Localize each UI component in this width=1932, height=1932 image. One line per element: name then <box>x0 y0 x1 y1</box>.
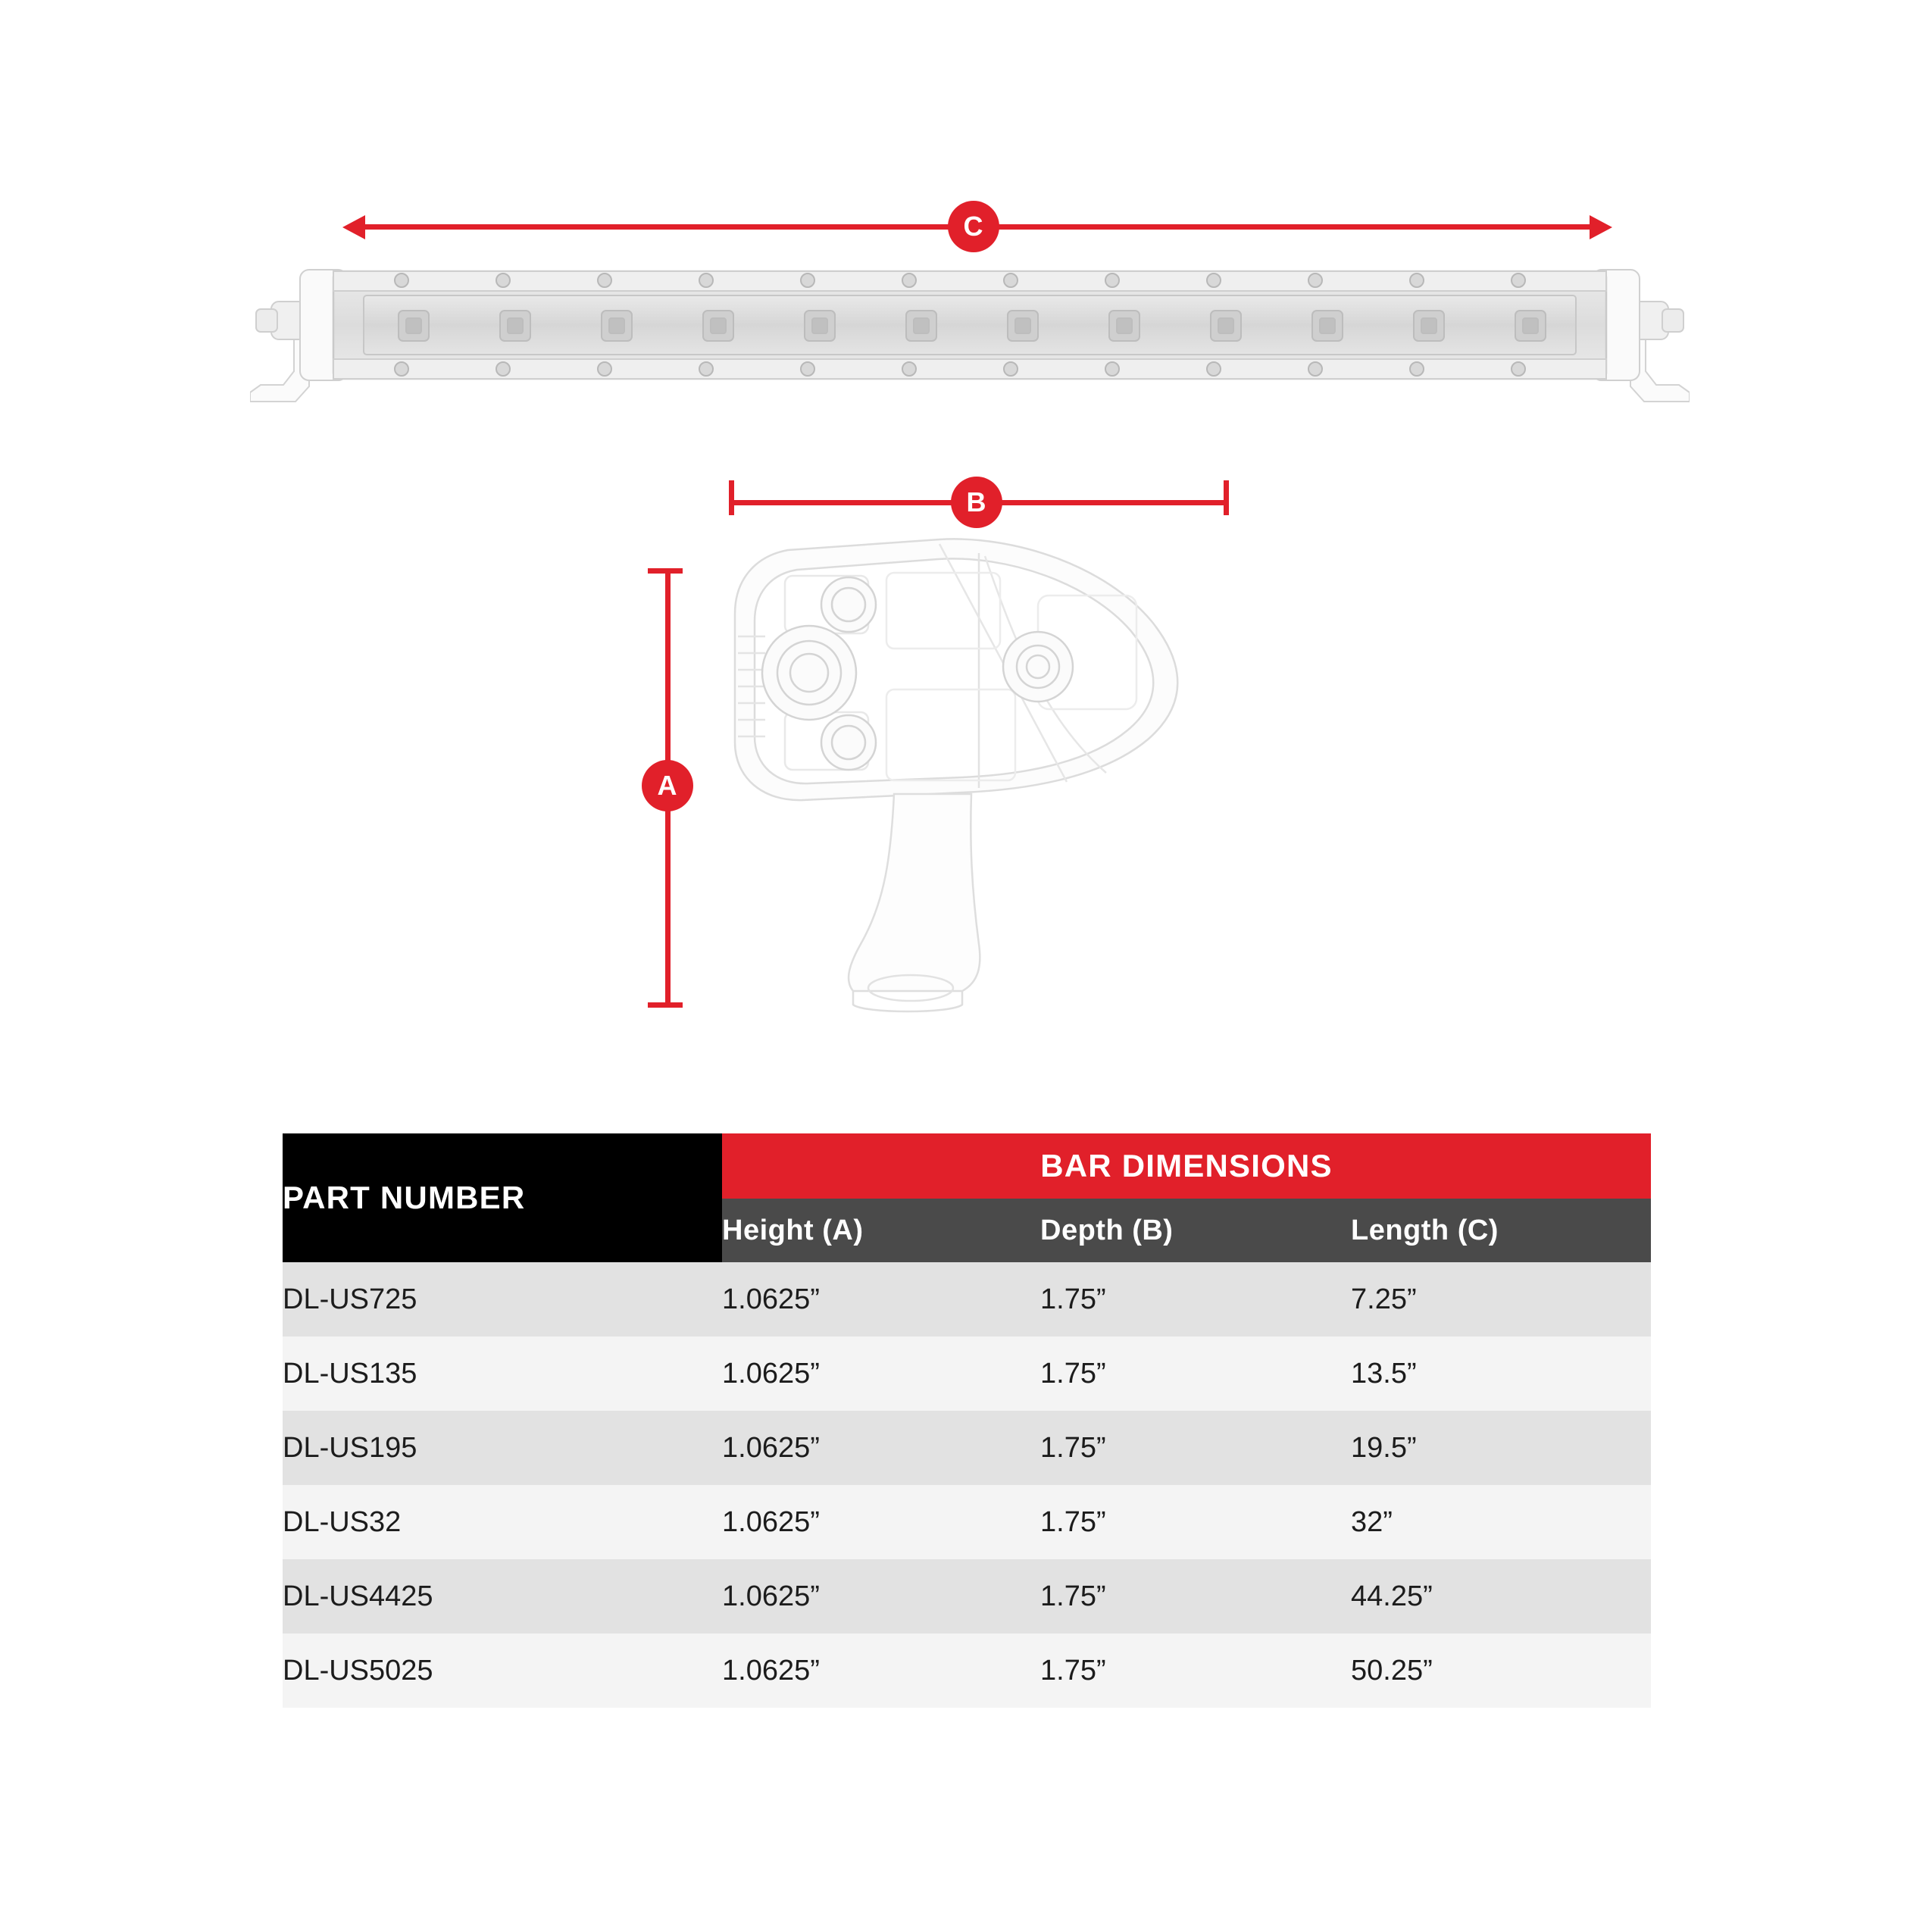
cell-depth: 1.75” <box>1040 1485 1351 1559</box>
dimension-a-cap-top <box>648 568 683 574</box>
cell-depth: 1.75” <box>1040 1411 1351 1485</box>
cell-part-number: DL-US32 <box>283 1485 722 1559</box>
cell-height: 1.0625” <box>722 1559 1040 1633</box>
cell-length: 50.25” <box>1351 1633 1651 1708</box>
light-bar-side-view <box>712 523 1243 1023</box>
dimension-a-cap-bottom <box>648 1002 683 1008</box>
cell-part-number: DL-US725 <box>283 1262 722 1336</box>
dimension-c-arrow-left <box>342 215 365 239</box>
table-row <box>283 1262 1651 1336</box>
table-row <box>283 1633 1651 1708</box>
cell-length: 7.25” <box>1351 1262 1651 1336</box>
cell-height: 1.0625” <box>722 1485 1040 1559</box>
table-row <box>283 1485 1651 1559</box>
callout-badge-a: A <box>642 760 693 811</box>
header-part-number: PART NUMBER <box>283 1133 722 1262</box>
dimension-c-arrow-right <box>1590 215 1612 239</box>
dimension-b-cap-right <box>1224 480 1229 515</box>
cell-part-number: DL-US195 <box>283 1411 722 1485</box>
header-bar-dimensions: BAR DIMENSIONS <box>722 1133 1651 1199</box>
cell-length: 32” <box>1351 1485 1651 1559</box>
table-row <box>283 1411 1651 1485</box>
table-header-row-group <box>283 1133 1651 1199</box>
table-row <box>283 1336 1651 1411</box>
cell-height: 1.0625” <box>722 1262 1040 1336</box>
cell-part-number: DL-US135 <box>283 1336 722 1411</box>
cell-depth: 1.75” <box>1040 1262 1351 1336</box>
cell-length: 44.25” <box>1351 1559 1651 1633</box>
cell-part-number: DL-US5025 <box>283 1633 722 1708</box>
header-height: Height (A) <box>722 1199 1040 1262</box>
cell-length: 19.5” <box>1351 1411 1651 1485</box>
dimension-b-cap-left <box>729 480 734 515</box>
bar-dimensions-table <box>283 1133 1651 1708</box>
callout-badge-b: B <box>951 477 1002 528</box>
light-bar-front-view <box>250 258 1690 470</box>
table-row <box>283 1559 1651 1633</box>
cell-part-number: DL-US4425 <box>283 1559 722 1633</box>
cell-depth: 1.75” <box>1040 1633 1351 1708</box>
cell-height: 1.0625” <box>722 1411 1040 1485</box>
callout-badge-c: C <box>948 201 999 252</box>
cell-height: 1.0625” <box>722 1336 1040 1411</box>
header-length: Length (C) <box>1351 1199 1651 1262</box>
cell-depth: 1.75” <box>1040 1336 1351 1411</box>
cell-length: 13.5” <box>1351 1336 1651 1411</box>
cell-height: 1.0625” <box>722 1633 1040 1708</box>
header-depth: Depth (B) <box>1040 1199 1351 1262</box>
cell-depth: 1.75” <box>1040 1559 1351 1633</box>
